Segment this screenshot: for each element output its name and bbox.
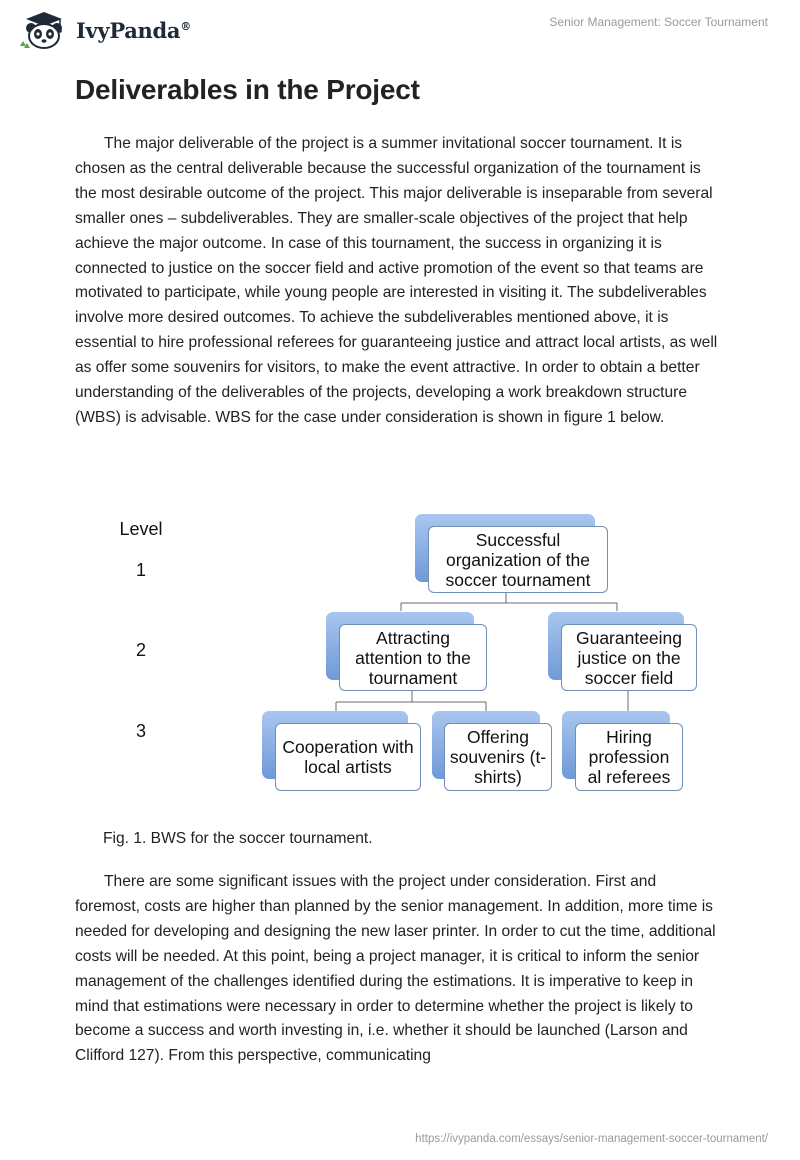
wbs-level3-box-3: Hiring profession al referees <box>575 723 683 791</box>
source-url[interactable]: https://ivypanda.com/essays/senior-management-soccer-tournament/ <box>415 1133 768 1145</box>
level-title: Level <box>119 519 163 539</box>
logo-text: IvyPanda® <box>76 17 191 43</box>
wbs-level3-box-1: Cooperation with local artists <box>275 723 421 791</box>
wbs-figure <box>0 505 800 805</box>
panda-graduate-icon <box>18 10 70 50</box>
figure-caption: Fig. 1. BWS for the soccer tournament. <box>103 830 373 847</box>
page-header <box>0 0 800 60</box>
section-heading: Deliverables in the Project <box>75 74 420 105</box>
wbs-root-box: Successful organization of the soccer tournament <box>428 526 608 593</box>
running-head: Senior Management: Soccer Tournament <box>549 15 768 29</box>
wbs-level2-box-1: Attracting attention to the tournament <box>339 624 487 691</box>
level-number-3: 3 <box>135 721 146 741</box>
wbs-level2-box-2: Guaranteeing justice on the soccer field <box>561 624 697 691</box>
paragraph-2: There are some significant issues with the project under consideration. First and foremost, costs are higher than planned by the senior management. In addition, more time is needed for developing and designing the new laser printer. In order to cut the time, additional costs will be needed. At this point, being a project manager, it is critical to inform the senior management of the challenges identified during the estimations. It is imperative to keep in mind that estimations were necessary in order to determine whether the project is likely to become a success and worth investing in, i.e. whether it should be launched (Larson and Clifford 127). From this perspective, communicating <box>75 873 716 1065</box>
paragraph-1: The major deliverable of the project is a summer invitational soccer tournament. It is chosen as the central deliverable because the successful organization of the tournament is the most desirable outcome of the project. This major deliverable is inseparable from several smaller ones – subdeliverables. They are smaller-scale objectives of the project that help achieve the major outcome. In case of this tournament, the success in organizing it is connected to justice on the soccer field and active promotion of the event so that teams are motivated to participate, while young people are interested in visiting it. The subdeliverables involve more desired outcomes. To achieve the subdeliverables mentioned above, it is essential to hire professional referees for guaranteeing justice and attract local artists, as well as offer some souvenirs for visitors, to make the event attractive. In order to obtain a better understanding of the deliverables of the projects, developing a work breakdown structure (WBS) is advisable. WBS for the case under consideration is shown in figure 1 below. <box>75 135 718 426</box>
wbs-level3-box-2: Offering souvenirs (t-shirts) <box>444 723 552 791</box>
level-number-2: 2 <box>135 640 146 660</box>
ivypanda-logo[interactable] <box>18 10 191 50</box>
level-number-1: 1 <box>135 560 146 580</box>
